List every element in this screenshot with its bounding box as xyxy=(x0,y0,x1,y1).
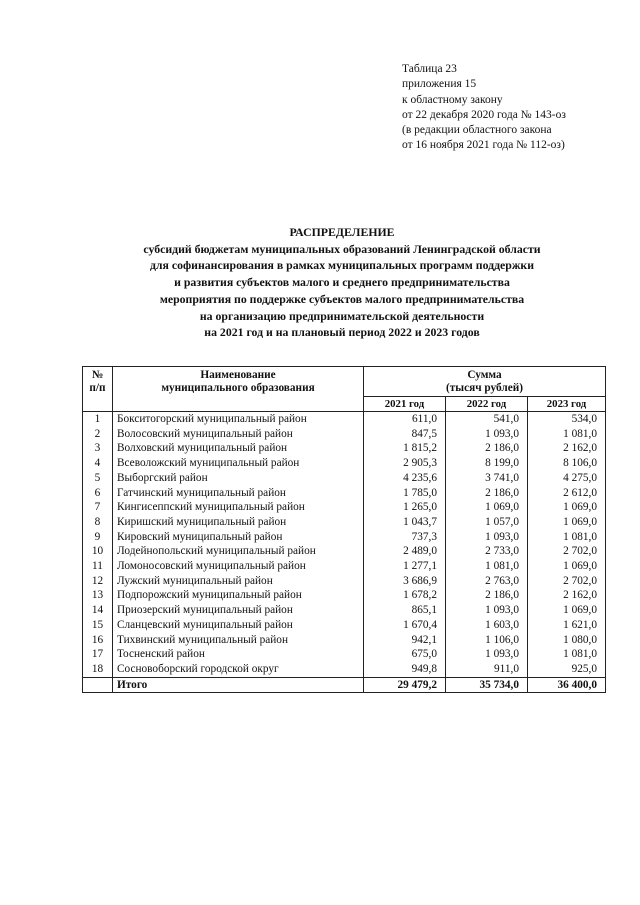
row-value-2021: 1 265,0 xyxy=(364,500,446,515)
ref-line: от 16 ноября 2021 года № 112-оз) xyxy=(402,139,565,152)
total-num xyxy=(83,677,113,693)
row-value-2022: 541,0 xyxy=(446,412,528,427)
total-row xyxy=(83,677,606,693)
row-value-2021: 942,1 xyxy=(364,633,446,648)
row-value-2023: 4 275,0 xyxy=(528,471,606,486)
document-title xyxy=(60,224,624,341)
header-sum: Сумма (тысяч рублей) xyxy=(364,367,606,397)
row-value-2022: 2 186,0 xyxy=(446,486,528,501)
row-value-2023: 2 702,0 xyxy=(528,574,606,589)
row-value-2021: 1 670,4 xyxy=(364,618,446,633)
row-municipality: Лодейнопольский муниципальный район xyxy=(113,544,364,559)
row-value-2022: 911,0 xyxy=(446,662,528,677)
table-row xyxy=(83,427,606,442)
total-2021: 29 479,2 xyxy=(364,677,446,693)
row-number: 5 xyxy=(83,471,113,486)
row-value-2023: 2 162,0 xyxy=(528,588,606,603)
table-row xyxy=(83,500,606,515)
table-row xyxy=(83,662,606,677)
row-value-2022: 1 093,0 xyxy=(446,603,528,618)
row-number: 15 xyxy=(83,618,113,633)
table-row xyxy=(83,486,606,501)
row-municipality: Выборгский район xyxy=(113,471,364,486)
row-value-2022: 1 093,0 xyxy=(446,647,528,662)
row-number: 1 xyxy=(83,412,113,427)
row-number: 10 xyxy=(83,544,113,559)
row-number: 7 xyxy=(83,500,113,515)
table-row xyxy=(83,559,606,574)
table-row xyxy=(83,588,606,603)
header-year-2022: 2022 год xyxy=(446,397,528,412)
row-value-2022: 2 733,0 xyxy=(446,544,528,559)
row-municipality: Ломоносовский муниципальный район xyxy=(113,559,364,574)
table-row xyxy=(83,471,606,486)
row-value-2023: 1 081,0 xyxy=(528,647,606,662)
law-reference xyxy=(402,62,566,154)
row-number: 13 xyxy=(83,588,113,603)
row-value-2022: 1 093,0 xyxy=(446,530,528,545)
row-municipality: Лужский муниципальный район xyxy=(113,574,364,589)
row-value-2021: 1 678,2 xyxy=(364,588,446,603)
table-row xyxy=(83,647,606,662)
ref-line: Таблица 23 xyxy=(402,63,457,75)
row-municipality: Подпорожский муниципальный район xyxy=(113,588,364,603)
ref-line: к областному закону xyxy=(402,93,503,106)
row-municipality: Бокситогорский муниципальный район xyxy=(113,412,364,427)
row-municipality: Тосненский район xyxy=(113,647,364,662)
row-number: 6 xyxy=(83,486,113,501)
ref-line: (в редакции областного закона xyxy=(402,124,552,137)
row-number: 4 xyxy=(83,456,113,471)
row-municipality: Тихвинский муниципальный район xyxy=(113,633,364,648)
row-number: 11 xyxy=(83,559,113,574)
title-line: на 2021 год и на плановый период 2022 и 2023 годов xyxy=(204,325,480,340)
row-value-2021: 949,8 xyxy=(364,662,446,677)
row-value-2022: 1 603,0 xyxy=(446,618,528,633)
row-value-2021: 1 815,2 xyxy=(364,441,446,456)
row-value-2023: 1 080,0 xyxy=(528,633,606,648)
row-value-2023: 1 069,0 xyxy=(528,515,606,530)
row-value-2022: 1 093,0 xyxy=(446,427,528,442)
row-municipality: Волховский муниципальный район xyxy=(113,441,364,456)
row-number: 12 xyxy=(83,574,113,589)
row-value-2023: 1 069,0 xyxy=(528,500,606,515)
row-value-2022: 1 106,0 xyxy=(446,633,528,648)
row-value-2022: 1 057,0 xyxy=(446,515,528,530)
title-line: и развития субъектов малого и среднего предпринимательства xyxy=(174,275,510,290)
row-value-2021: 1 277,1 xyxy=(364,559,446,574)
row-municipality: Кировский муниципальный район xyxy=(113,530,364,545)
row-number: 18 xyxy=(83,662,113,677)
header-num: № п/п xyxy=(83,367,113,412)
row-value-2021: 865,1 xyxy=(364,603,446,618)
title-line: для софинансирования в рамках муниципальных программ поддержки xyxy=(149,258,535,273)
table-body xyxy=(83,412,606,693)
total-2023: 36 400,0 xyxy=(528,677,606,693)
header-name: Наименование муниципального образования xyxy=(113,367,364,412)
row-value-2022: 2 186,0 xyxy=(446,588,528,603)
title-line: мероприятия по поддержке субъектов малого предпринимательства xyxy=(159,291,525,306)
row-value-2023: 1 069,0 xyxy=(528,559,606,574)
row-municipality: Гатчинский муниципальный район xyxy=(113,486,364,501)
row-value-2023: 2 702,0 xyxy=(528,544,606,559)
row-municipality: Киришский муниципальный район xyxy=(113,515,364,530)
row-value-2021: 847,5 xyxy=(364,427,446,442)
row-number: 17 xyxy=(83,647,113,662)
total-label: Итого xyxy=(113,677,364,693)
row-municipality: Кингисеппский муниципальный район xyxy=(113,500,364,515)
title-line: на организацию предпринимательской деятельности xyxy=(199,308,485,323)
row-value-2023: 1 081,0 xyxy=(528,427,606,442)
row-value-2021: 737,3 xyxy=(364,530,446,545)
row-value-2022: 3 741,0 xyxy=(446,471,528,486)
row-value-2021: 1 785,0 xyxy=(364,486,446,501)
row-value-2023: 925,0 xyxy=(528,662,606,677)
table-row xyxy=(83,574,606,589)
row-value-2023: 8 106,0 xyxy=(528,456,606,471)
row-value-2021: 1 043,7 xyxy=(364,515,446,530)
header-year-2021: 2021 год xyxy=(364,397,446,412)
row-municipality: Волосовский муниципальный район xyxy=(113,427,364,442)
row-number: 8 xyxy=(83,515,113,530)
row-number: 3 xyxy=(83,441,113,456)
row-value-2023: 2 612,0 xyxy=(528,486,606,501)
row-value-2023: 534,0 xyxy=(528,412,606,427)
table-row xyxy=(83,441,606,456)
row-value-2023: 1 069,0 xyxy=(528,603,606,618)
row-value-2023: 1 621,0 xyxy=(528,618,606,633)
row-number: 16 xyxy=(83,633,113,648)
row-value-2023: 1 081,0 xyxy=(528,530,606,545)
header-year-2023: 2023 год xyxy=(528,397,606,412)
row-value-2021: 3 686,9 xyxy=(364,574,446,589)
row-municipality: Приозерский муниципальный район xyxy=(113,603,364,618)
table-row xyxy=(83,515,606,530)
row-number: 2 xyxy=(83,427,113,442)
row-value-2022: 8 199,0 xyxy=(446,456,528,471)
row-value-2022: 2 763,0 xyxy=(446,574,528,589)
table-row xyxy=(83,412,606,427)
row-number: 14 xyxy=(83,603,113,618)
total-2022: 35 734,0 xyxy=(446,677,528,693)
row-value-2022: 1 069,0 xyxy=(446,500,528,515)
row-municipality: Всеволожский муниципальный район xyxy=(113,456,364,471)
table-row xyxy=(83,530,606,545)
row-number: 9 xyxy=(83,530,113,545)
subsidy-table xyxy=(82,366,606,693)
ref-line: приложения 15 xyxy=(402,78,477,91)
table-row xyxy=(83,618,606,633)
title-line: субсидий бюджетам муниципальных образований Ленинградской области xyxy=(143,241,541,256)
row-value-2021: 611,0 xyxy=(364,412,446,427)
row-value-2022: 1 081,0 xyxy=(446,559,528,574)
table-row xyxy=(83,633,606,648)
row-municipality: Сосновоборский городской округ xyxy=(113,662,364,677)
title-line: РАСПРЕДЕЛЕНИЕ xyxy=(289,225,395,239)
row-value-2022: 2 186,0 xyxy=(446,441,528,456)
table-row xyxy=(83,456,606,471)
row-value-2021: 2 905,3 xyxy=(364,456,446,471)
ref-line: от 22 декабря 2020 года № 143-оз xyxy=(402,108,566,121)
row-value-2021: 2 489,0 xyxy=(364,544,446,559)
row-value-2021: 675,0 xyxy=(364,647,446,662)
row-municipality: Сланцевский муниципальный район xyxy=(113,618,364,633)
row-value-2021: 4 235,6 xyxy=(364,471,446,486)
table-row xyxy=(83,603,606,618)
table-row xyxy=(83,544,606,559)
row-value-2023: 2 162,0 xyxy=(528,441,606,456)
